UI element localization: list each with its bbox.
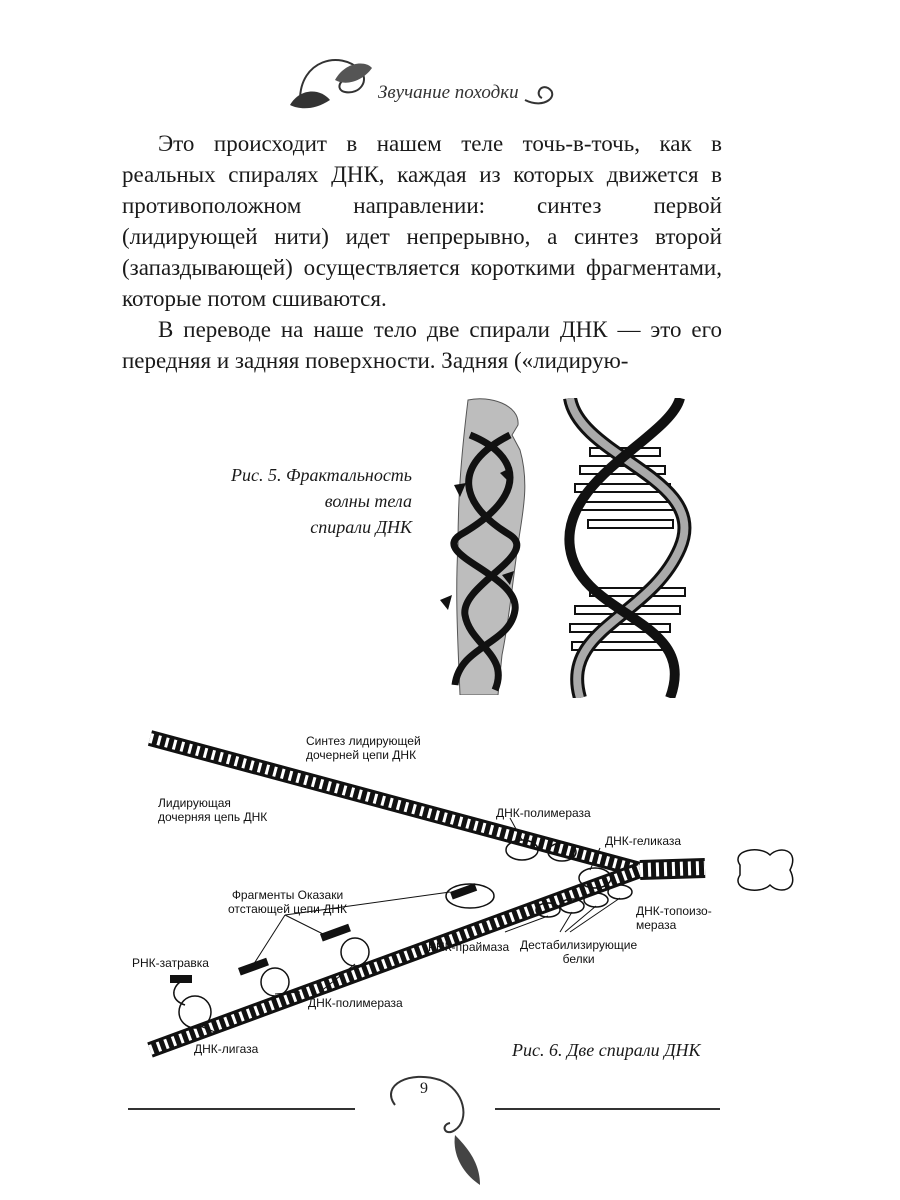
label-dna-polymerase-top: ДНК-полимераза: [496, 806, 591, 820]
label-dna-ligase: ДНК-лигаза: [194, 1042, 259, 1056]
label-rna-primase: РНК-праймаза: [428, 940, 510, 954]
label-okazaki-fragments: Фрагменты Оказаки отстающей цепи ДНК: [228, 888, 347, 916]
leaf-icon: [335, 64, 372, 83]
figure-5-caption: [192, 462, 412, 540]
topoisomerase-shape: [738, 850, 793, 890]
dna-replication-diagram: [0, 720, 900, 1080]
figure-5-caption-line: Рис. 5. Фрактальность: [230, 465, 412, 485]
leaf-icon: [455, 1135, 480, 1185]
label-rna-primer: РНК-затравка: [132, 956, 209, 970]
dna-polymerase-ring: [341, 938, 369, 966]
dna-ligase-ring: [179, 996, 211, 1028]
dna-polymerase-ring: [261, 968, 289, 996]
label-leading-strand: Лидирующая дочерняя цепь ДНК: [158, 796, 268, 824]
okazaki-fragment: [320, 924, 351, 942]
rna-primer-marker: [170, 975, 192, 983]
label-dna-helicase: ДНК-геликаза: [605, 834, 682, 848]
figure-6-caption: Рис. 6. Две спирали ДНК: [512, 1040, 701, 1060]
footer-ornament: [0, 1065, 900, 1195]
paragraph-2: В переводе на наше тело две спирали ДНК — это его передняя и задняя поверхности. Задняя («лидирую-: [122, 317, 722, 373]
figure-5-caption-line: волны тела: [324, 491, 412, 511]
label-dna-topoisomerase: ДНК-топоизо- мераза: [636, 904, 712, 932]
running-header-title: Звучание походки: [378, 82, 519, 103]
body-spiral-illustration: [440, 395, 550, 695]
destabilizing-protein: [608, 885, 632, 899]
dna-helix-illustration: [560, 398, 710, 698]
okazaki-fragment: [450, 883, 477, 899]
page-number: 9: [420, 1080, 428, 1097]
destabilizing-protein: [584, 893, 608, 907]
label-synthesis-leading: Синтез лидирующей дочерней цепи ДНК: [306, 734, 421, 762]
arrow-icon: [440, 595, 452, 610]
figure-5-caption-line: спирали ДНК: [310, 517, 412, 537]
vine-flourish-right: [525, 87, 552, 103]
leaf-icon: [290, 92, 330, 109]
header-ornament: [0, 0, 900, 130]
paragraph-1: Это происходит в нашем теле точь-в-точь, как в реальных спиралях ДНК, каждая из которых движется в противоположном направлении: синтез первой (лидирующей нити) идет непрерывно, а синтез второй (запаздывающей) осуществляется короткими фрагментами, которые потом сшиваются.: [122, 131, 722, 311]
label-dna-polymerase-bottom: ДНК-полимераза: [308, 996, 403, 1010]
label-destabilizing-proteins: Дестабилизирующие белки: [520, 938, 638, 966]
